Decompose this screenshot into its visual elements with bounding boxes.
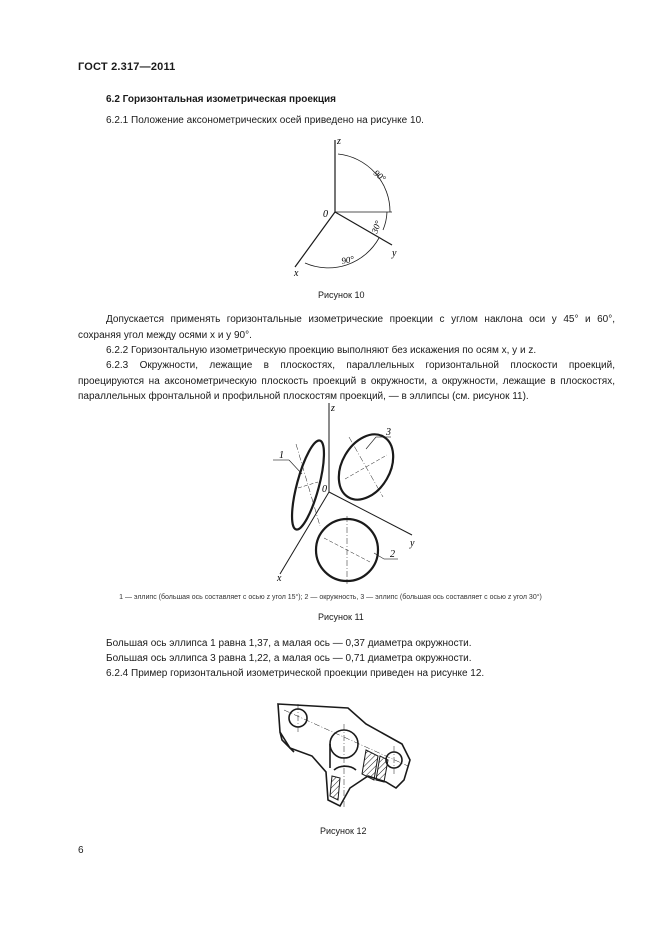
figure-11-ellipses bbox=[262, 398, 432, 588]
label-angle-zy: 90° bbox=[371, 167, 388, 184]
label-x: x bbox=[277, 573, 282, 584]
ellipse-1-minor-axis bbox=[298, 482, 318, 488]
figure-10-axes bbox=[280, 130, 420, 280]
arc-y-30 bbox=[383, 212, 387, 230]
label-y: y bbox=[410, 538, 415, 549]
paragraph-ellipse-3-axes: Большая ось эллипса 3 равна 1,22, а малая ось — 0,71 диаметра окружности. bbox=[106, 653, 472, 664]
figure-10-caption: Рисунок 10 bbox=[318, 290, 365, 300]
paragraph-6-2-4: 6.2.4 Пример горизонтальной изометрической проекции приведен на рисунке 12. bbox=[106, 668, 485, 679]
label-angle-y: 30° bbox=[369, 219, 384, 235]
label-ellipse-1: 1 bbox=[279, 450, 284, 461]
figure-12-part bbox=[270, 696, 420, 816]
ellipse-3-minor-axis bbox=[345, 455, 387, 479]
axis-x-line bbox=[295, 212, 335, 267]
label-origin: 0 bbox=[323, 209, 328, 220]
paragraph-6-2-2: 6.2.2 Горизонтальную изометрическую проекцию выполняют без искажения по осям x, y и z. bbox=[106, 345, 537, 356]
label-y: y bbox=[392, 248, 397, 259]
figure-11-legend: 1 — эллипс (большая ось составляет с осью z угол 15°); 2 — окружность, 3 — эллипс (большая ось составляет с осью z угол 30°) bbox=[119, 594, 542, 601]
label-x: x bbox=[294, 268, 299, 279]
paragraph-allowed-angles: Допускается применять горизонтальные изометрические проекции с углом наклона оси y 45° и 60°, сохраняя угол между осями x и y 90°. bbox=[78, 314, 615, 341]
document-header: ГОСТ 2.317—2011 bbox=[78, 61, 176, 73]
leader-3 bbox=[366, 437, 376, 449]
label-origin: 0 bbox=[322, 484, 327, 495]
leader-2 bbox=[374, 553, 384, 559]
paragraph-ellipse-1-axes: Большая ось эллипса 1 равна 1,37, а малая ось — 0,37 диаметра окружности. bbox=[106, 638, 472, 649]
label-z: z bbox=[337, 136, 341, 147]
figure-12-caption: Рисунок 12 bbox=[320, 826, 367, 836]
section-title: 6.2 Горизонтальная изометрическая проекция bbox=[106, 94, 337, 105]
page-number: 6 bbox=[78, 845, 84, 856]
label-z: z bbox=[331, 403, 335, 414]
leader-1 bbox=[289, 460, 302, 474]
label-circle-2: 2 bbox=[390, 549, 395, 560]
boss-base-arc bbox=[334, 766, 356, 770]
paragraph-6-2-3: 6.2.3 Окружности, лежащие в плоскостях, параллельных горизонтальной плоскости проекций, проецируются на аксонометрическую плоскость проекций в окружности, а окружности, лежащие в плоскостях, параллельных фронтальной и профильной плоскостям проекций, — в эллипсы (см. рисунок 11). bbox=[78, 360, 615, 402]
label-ellipse-3: 3 bbox=[386, 427, 391, 438]
label-angle-xy: 90° bbox=[340, 253, 355, 266]
section-hatch-3 bbox=[330, 776, 340, 800]
section-hatch-1 bbox=[362, 750, 378, 780]
figure-11-caption: Рисунок 11 bbox=[318, 612, 364, 622]
arc-zy-90 bbox=[338, 154, 390, 212]
paragraph-6-2-1: 6.2.1 Положение аксонометрических осей приведено на рисунке 10. bbox=[106, 115, 424, 126]
